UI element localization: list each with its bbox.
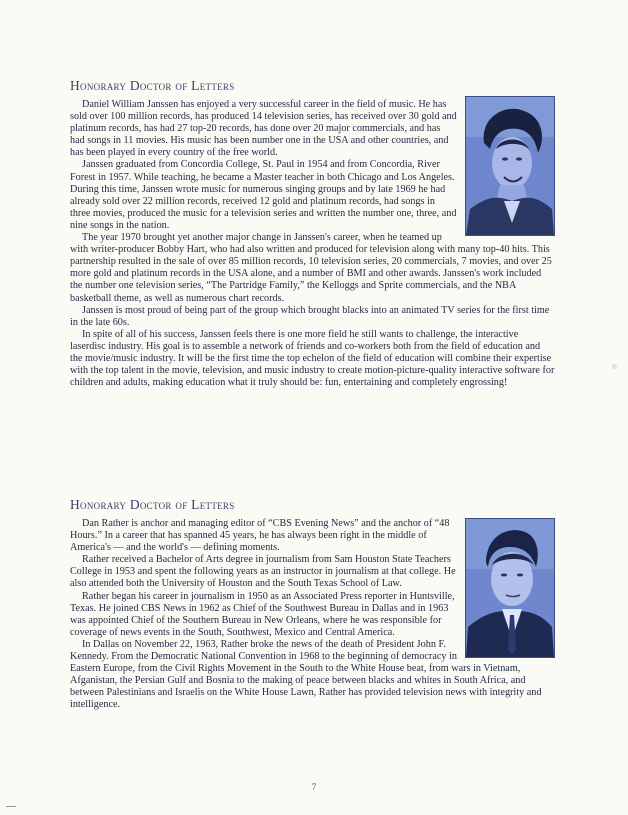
paragraph: In spite of all of his success, Janssen feels there is one more field he still wants to challenge, the interactive laserdisc industry. His goal is to assemble a network of friends and co-workers both from the field of education and the movie/music industry. It will be the first time the top echelon of the field of education will combine their expertise with the top talent in the movie, television, and music industry to create motion-picture-quality interactive software for children and adults, making education what it truly should be: fun, entertaining and completely engrossing!	[70, 328, 555, 389]
paper-speck	[612, 364, 617, 369]
section-heading: Honorary Doctor of Letters	[70, 78, 235, 93]
paragraph: The year 1970 brought yet another major change in Janssen's career, when he teamed up with writer-producer Bobby Hart, who had also written and produced for television along with many top-40 hits. This partnership resulted in the sale of over 85 million records, 10 television series, 20 commercials, 7 movies, and over 25 more gold and platinum records in the USA alone, and a number of BMI and other awards. Janssen's work included the number one television series, “The Partridge Family,” the Kelloggs and Sprite commercials, and the NBA basketball theme, as well as numerous chart records.	[70, 232, 552, 304]
section-rather	[70, 497, 555, 712]
scan-mark	[6, 806, 16, 807]
portrait-photo-rather	[465, 518, 555, 658]
page-number: 7	[311, 782, 317, 792]
section-janssen	[70, 78, 555, 389]
paragraph: Dan Rather is anchor and managing editor of “CBS Evening News” and the anchor of “48 Hours.” In a career that has spanned 45 years, he has always been right in the middle of America's — and the world's — defining moments.	[70, 518, 450, 554]
paragraph: Rather began his career in journalism in 1950 as an Associated Press reporter in Huntsville, Texas. He joined CBS News in 1962 as Chief of the Southwest Bureau in Dallas and in 1963 was appointed Chief of the Southern Bureau in New Orleans, where he was responsible for coverage of news events in the South, Southwest, Mexico and Central America.	[70, 590, 455, 638]
paragraph: Daniel William Janssen has enjoyed a very successful career in the field of music. He has sold over 100 million records, has produced 14 television series, has received over 30 gold and platinum records, has had 27 top-20 records, has done over 20 major commercials, and has had songs in 11 movies. His music has been number one in the USA and other countries, and has been played in every country of the free world.	[70, 99, 457, 159]
section-heading: Honorary Doctor of Letters	[70, 497, 235, 512]
paragraph: Janssen is most proud of being part of the group which brought blacks into an animated TV series for the first time in the late 60s.	[70, 304, 550, 328]
paragraph: In Dallas on November 22, 1963, Rather broke the news of the death of President John F. Kennedy. From the Democratic National Convention in 1968 to the beginning of democracy in Eastern Europe, from the Civil Rights Movement in the South to the White House beat, from wars in Vietnam, Afganistan, the Persian Gulf and Bosnia to the making of peace between blacks and whites in South Africa, and between Palestinians and Israelis on the White House Lawn, Rather has provided television news with integrity and intelligence.	[70, 638, 542, 711]
portrait-photo-janssen	[465, 96, 555, 236]
paragraph: Janssen graduated from Concordia College, St. Paul in 1954 and from Concordia, River Forest in 1957. While teaching, he became a Master teacher in both Chicago and Los Angeles. During this time, Janssen wrote music for numerous singing groups and by late 1969 he had already sold over 22 million records, received 12 gold and platinum records, had songs in three movies, produced the music for a television series and written the number one, three, and nine songs in the nation.	[70, 159, 457, 231]
paragraph: Rather received a Bachelor of Arts degree in journalism from Sam Houston State Teachers College in 1953 and spent the following years as an instructor in journalism at that college. He also attended both the University of Houston and the South Texas School of Law.	[70, 554, 456, 590]
